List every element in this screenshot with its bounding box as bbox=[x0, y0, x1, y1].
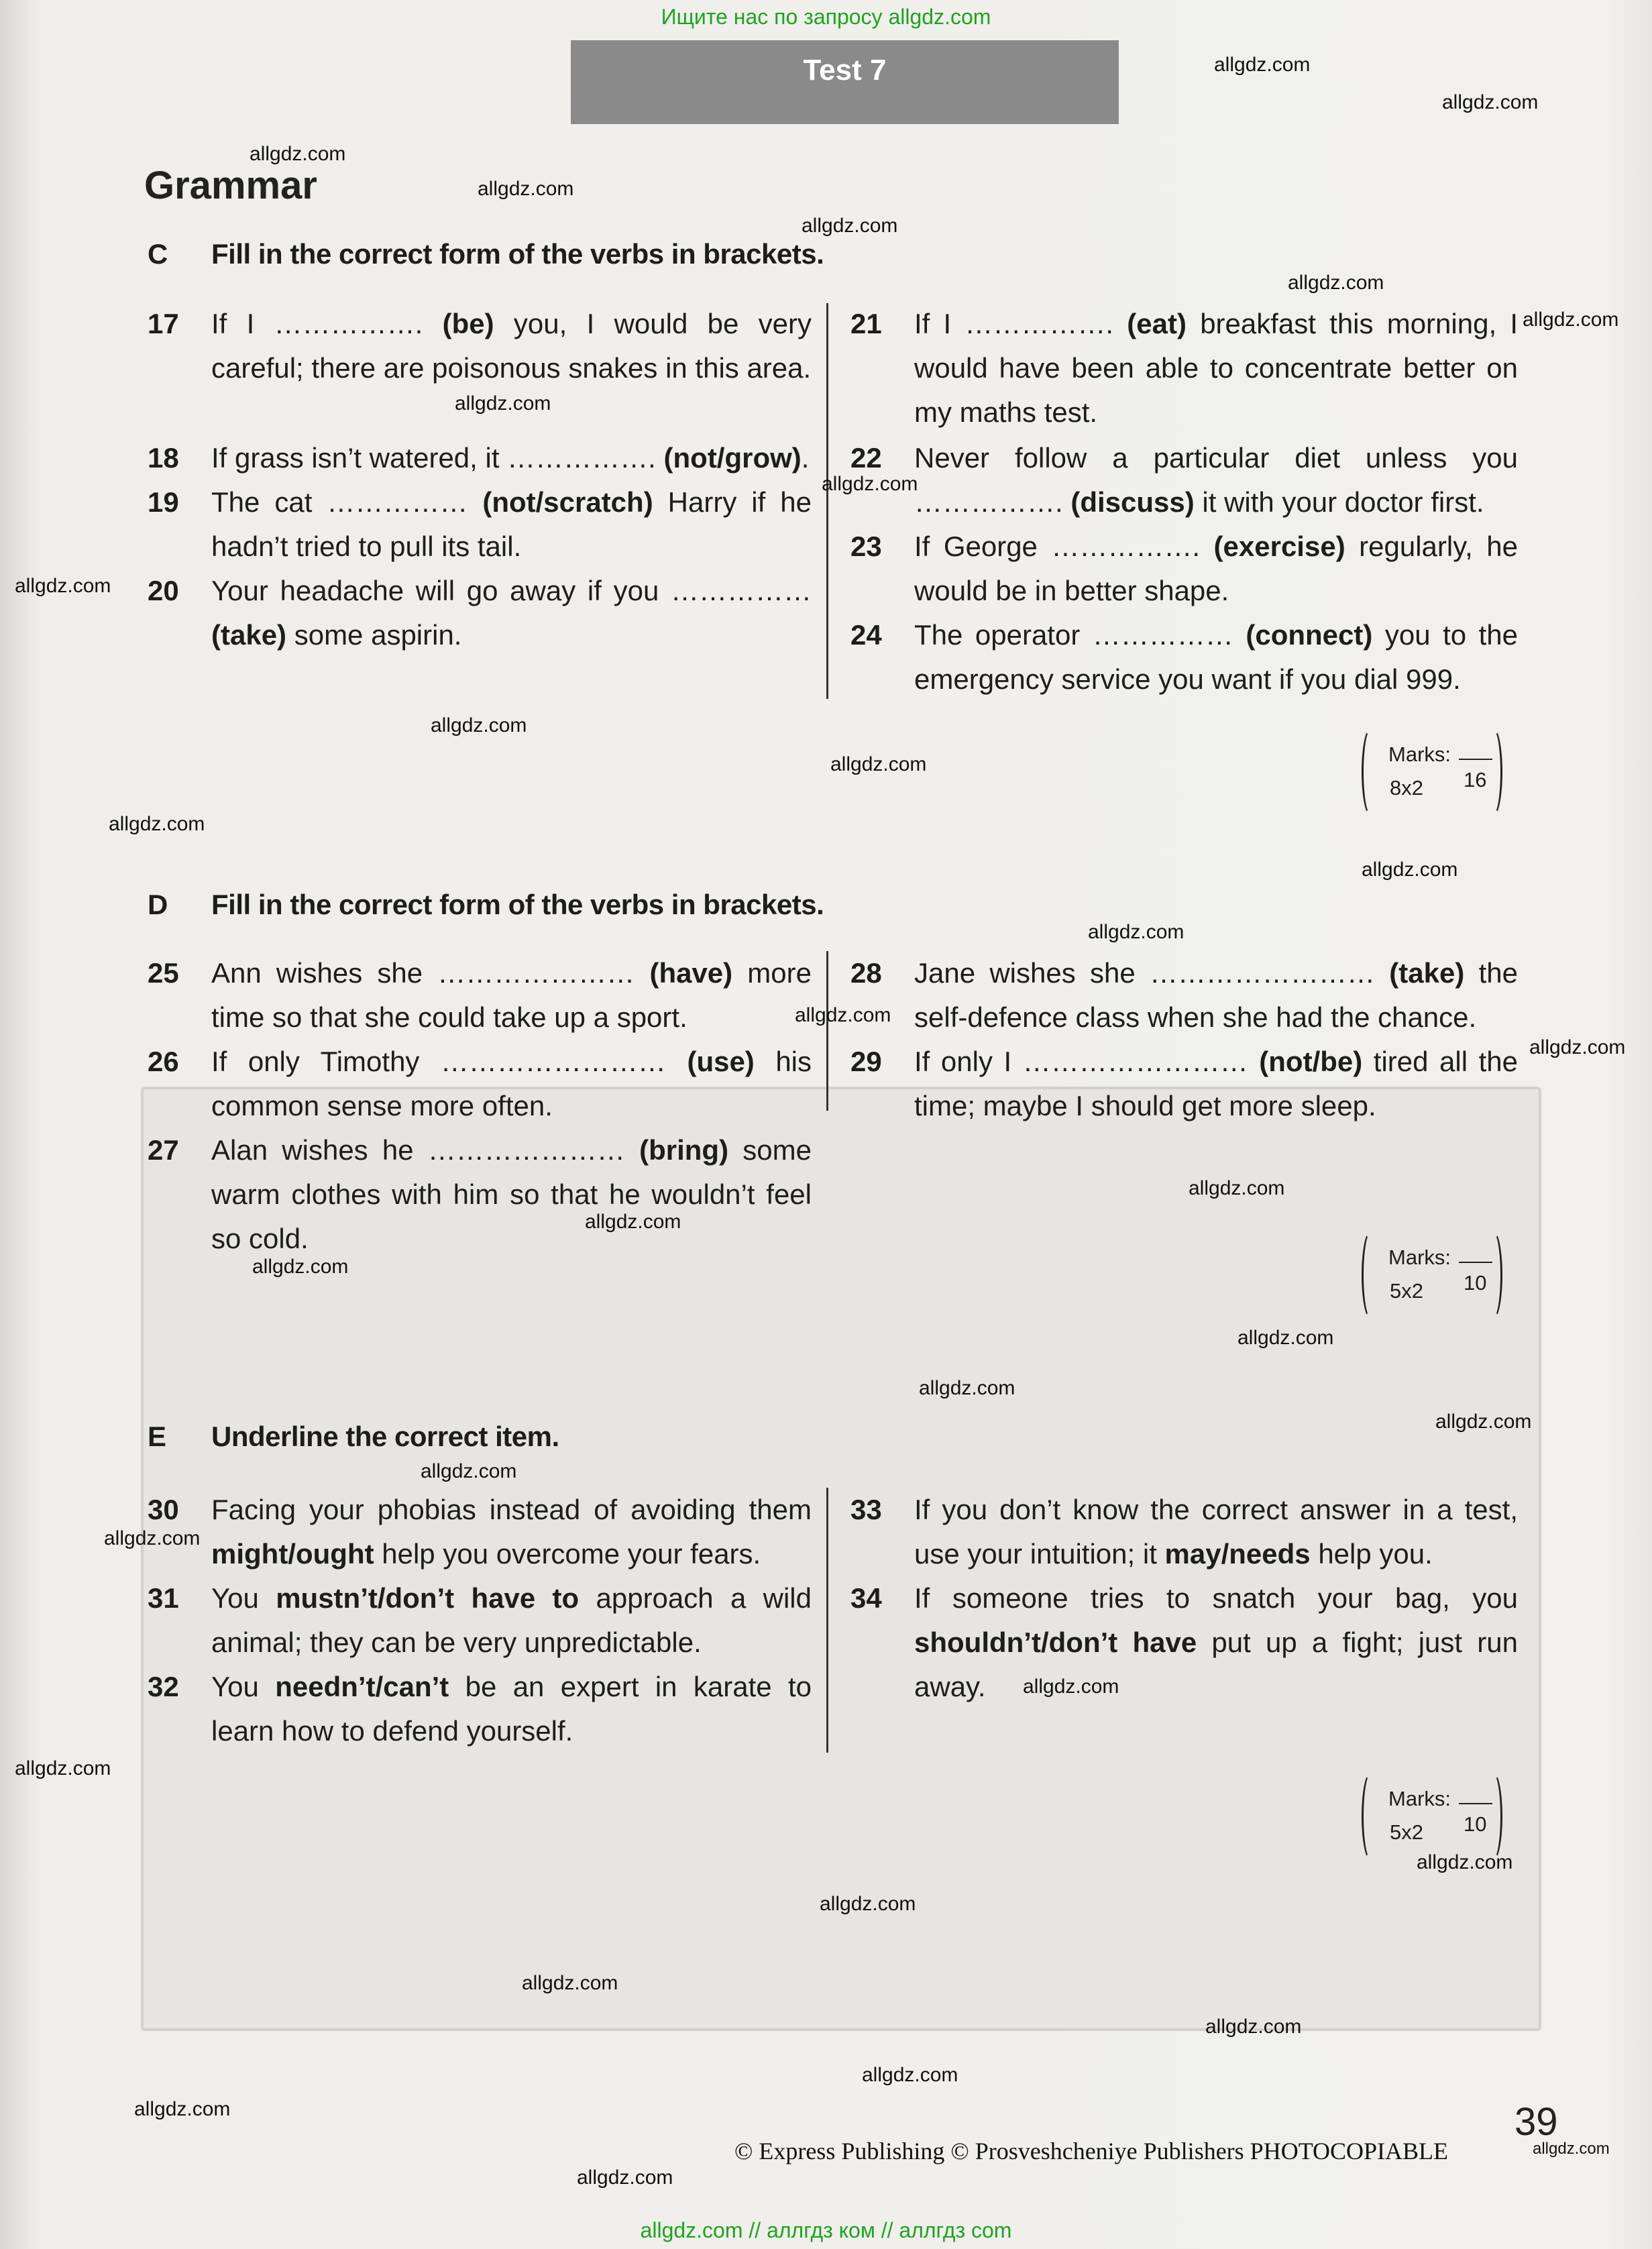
watermark: allgdz.com bbox=[830, 753, 927, 775]
item-verb-hint: (not/be) bbox=[1259, 1046, 1363, 1077]
item-text-post: put up a fight; just run away. bbox=[914, 1627, 1518, 1702]
watermark: allgdz.com bbox=[455, 392, 551, 415]
item-number: 19 bbox=[148, 486, 179, 518]
watermark: allgdz.com bbox=[431, 714, 527, 736]
column-divider bbox=[826, 951, 828, 1111]
watermark: allgdz.com bbox=[1088, 921, 1185, 943]
section-d-instruction: Fill in the correct form of the verbs in brackets. bbox=[211, 889, 824, 920]
marks-multiplier: 8x2 bbox=[1390, 776, 1423, 800]
exercise-item bbox=[148, 1128, 812, 1262]
item-verb-hint: (take) bbox=[1389, 957, 1465, 989]
item-verb-hint: (exercise) bbox=[1213, 531, 1345, 562]
watermark: allgdz.com bbox=[1205, 2016, 1302, 2038]
exercise-item bbox=[148, 1576, 812, 1665]
item-verb-hint: may/needs bbox=[1164, 1538, 1311, 1570]
section-c-instruction: Fill in the correct form of the verbs in brackets. bbox=[211, 238, 824, 270]
item-text-pre: If only Timothy …………………… bbox=[211, 1046, 687, 1077]
item-number: 18 bbox=[148, 442, 179, 474]
item-text-pre: If I ……………. bbox=[914, 308, 1127, 339]
paren-right bbox=[1484, 1231, 1502, 1319]
watermark: allgdz.com bbox=[1288, 272, 1384, 294]
item-text bbox=[211, 302, 812, 390]
exercise-item bbox=[148, 569, 812, 657]
item-text bbox=[914, 436, 1518, 525]
item-verb-hint: (eat) bbox=[1127, 308, 1187, 339]
watermark: allgdz.com bbox=[134, 2098, 231, 2120]
item-text-pre: Alan wishes he ………………… bbox=[211, 1134, 640, 1166]
exercise-item bbox=[850, 1488, 1518, 1576]
item-verb-hint: (bring) bbox=[639, 1134, 729, 1166]
exercise-item bbox=[850, 302, 1518, 436]
paren-left bbox=[1362, 1231, 1380, 1319]
item-verb-hint: (not/grow) bbox=[663, 442, 802, 474]
item-text bbox=[211, 436, 812, 480]
copyright-footer: © Express Publishing © Prosveshcheniye Publishers PHOTOCOPIABLE bbox=[734, 2138, 1449, 2164]
item-text bbox=[914, 1040, 1518, 1128]
item-text-pre: Ann wishes she ………………… bbox=[211, 957, 650, 989]
watermark: allgdz.com bbox=[250, 143, 346, 165]
exercise-item bbox=[148, 951, 812, 1040]
exercise-item bbox=[850, 951, 1518, 1040]
item-text-post: some warm clothes with him so that he wouldn’t feel so cold. bbox=[211, 1134, 812, 1254]
item-verb-hint: (be) bbox=[442, 308, 494, 339]
watermark: allgdz.com bbox=[478, 178, 574, 200]
item-number: 20 bbox=[148, 575, 179, 606]
watermark: allgdz.com bbox=[104, 1527, 201, 1549]
item-verb-hint: (have) bbox=[649, 957, 733, 989]
top-banner[interactable]: Ищите нас по запросу allgdz.com bbox=[661, 5, 991, 29]
item-text-pre: Your headache will go away if you …………… bbox=[211, 575, 812, 606]
watermark: allgdz.com bbox=[795, 1004, 891, 1026]
item-text bbox=[211, 569, 812, 657]
item-text bbox=[914, 1576, 1518, 1709]
item-verb-hint: (take) bbox=[211, 619, 287, 651]
page-number: 39 bbox=[1515, 2100, 1558, 2144]
item-text bbox=[211, 1040, 812, 1128]
item-text-pre: If George ……………. bbox=[914, 531, 1214, 562]
item-text-post: breakfast this morning, I would have been able to concentrate better on my maths test. bbox=[914, 308, 1518, 428]
watermark: allgdz.com bbox=[577, 2166, 673, 2189]
item-text-pre: Jane wishes she …………………… bbox=[914, 957, 1390, 989]
item-verb-hint: (connect) bbox=[1246, 619, 1373, 651]
item-text-pre: Facing your phobias instead of avoiding them bbox=[211, 1494, 812, 1525]
item-text-post: Harry if he hadn’t tried to pull its tail. bbox=[211, 486, 812, 562]
watermark: allgdz.com bbox=[252, 1256, 349, 1278]
item-text-pre: If you don’t know the correct answer in a test, use your intuition; it bbox=[914, 1494, 1518, 1570]
exercise-item bbox=[850, 613, 1518, 702]
item-number: 22 bbox=[850, 442, 882, 474]
column-divider bbox=[826, 1488, 828, 1753]
item-text-pre: If someone tries to snatch your bag, you bbox=[914, 1582, 1518, 1614]
item-text-post: . bbox=[801, 442, 810, 474]
marks-total: 10 bbox=[1464, 1271, 1487, 1295]
item-verb-hint: (use) bbox=[687, 1046, 755, 1077]
section-d-letter: D bbox=[148, 889, 168, 920]
watermark: allgdz.com bbox=[919, 1377, 1015, 1399]
section-e-letter: E bbox=[148, 1421, 167, 1452]
watermark: allgdz.com bbox=[1529, 1036, 1626, 1058]
item-text-pre: Never follow a particular diet unless you ……………. bbox=[914, 442, 1518, 518]
item-text-pre: The cat …………… bbox=[211, 486, 483, 518]
watermark: allgdz.com bbox=[1533, 2140, 1610, 2158]
item-text-post: regularly, he would be in better shape. bbox=[914, 531, 1518, 606]
item-text-pre: You bbox=[211, 1671, 276, 1702]
item-verb-hint: might/ought bbox=[211, 1538, 374, 1570]
watermark: allgdz.com bbox=[1523, 309, 1619, 331]
exercise-item bbox=[850, 525, 1518, 613]
exercise-item bbox=[148, 302, 812, 436]
item-number: 17 bbox=[148, 308, 179, 339]
bottom-banner[interactable]: allgdz.com // аллгдз ком // аллгдз com bbox=[640, 2218, 1012, 2242]
paren-left bbox=[1362, 728, 1380, 816]
watermark: allgdz.com bbox=[1023, 1676, 1119, 1698]
watermark: allgdz.com bbox=[1214, 54, 1311, 76]
item-verb-hint: mustn’t/don’t have to bbox=[276, 1582, 580, 1614]
item-text-post: you, I would be very careful; there are poisonous snakes in this area. bbox=[211, 308, 812, 384]
exercise-item bbox=[148, 480, 812, 569]
watermark: allgdz.com bbox=[1362, 859, 1458, 881]
item-number: 31 bbox=[148, 1582, 179, 1614]
section-title: Grammar bbox=[144, 164, 317, 207]
item-text-post: the self-defence class when she had the chance. bbox=[914, 957, 1518, 1033]
item-text-post: more time so that she could take up a sport. bbox=[211, 957, 812, 1033]
item-text bbox=[211, 1488, 812, 1576]
item-verb-hint: (discuss) bbox=[1070, 486, 1195, 518]
exercise-item bbox=[850, 436, 1518, 525]
watermark: allgdz.com bbox=[1237, 1327, 1334, 1349]
item-number: 30 bbox=[148, 1494, 179, 1525]
watermark: allgdz.com bbox=[421, 1460, 517, 1482]
item-number: 28 bbox=[850, 957, 882, 989]
watermark: allgdz.com bbox=[862, 2064, 958, 2086]
marks-total: 16 bbox=[1464, 768, 1487, 791]
test-title: Test 7 bbox=[571, 40, 1119, 124]
item-number: 25 bbox=[148, 957, 179, 989]
marks-box bbox=[1362, 1231, 1502, 1318]
exercise-item bbox=[850, 1040, 1518, 1128]
marks-multiplier: 5x2 bbox=[1390, 1820, 1423, 1844]
paren-right bbox=[1484, 1772, 1502, 1861]
item-verb-hint: needn’t/can’t bbox=[275, 1671, 449, 1702]
exercise-item bbox=[850, 1576, 1518, 1710]
item-number: 23 bbox=[850, 531, 882, 562]
watermark: allgdz.com bbox=[820, 1893, 916, 1915]
watermark: allgdz.com bbox=[522, 1972, 618, 1994]
watermark: allgdz.com bbox=[585, 1211, 681, 1233]
marks-label: Marks: bbox=[1388, 1787, 1451, 1810]
item-text-pre: If I ……………. bbox=[211, 308, 443, 339]
item-text bbox=[211, 1665, 812, 1753]
item-number: 32 bbox=[148, 1671, 179, 1702]
item-text-post: it with your doctor first. bbox=[1194, 486, 1484, 518]
item-text bbox=[211, 480, 812, 569]
marks-label: Marks: bbox=[1388, 1246, 1451, 1269]
paren-left bbox=[1362, 1772, 1380, 1861]
watermark: allgdz.com bbox=[822, 473, 918, 495]
watermark: allgdz.com bbox=[15, 575, 111, 597]
item-text-post: be an expert in karate to learn how to defend yourself. bbox=[211, 1671, 812, 1747]
item-number: 24 bbox=[850, 619, 882, 651]
item-text-post: help you. bbox=[1310, 1538, 1433, 1570]
item-text bbox=[914, 302, 1518, 435]
column-divider bbox=[826, 303, 828, 699]
marks-multiplier: 5x2 bbox=[1390, 1279, 1423, 1303]
item-text-post: tired all the time; maybe I should get more sleep. bbox=[914, 1046, 1519, 1121]
marks-box bbox=[1362, 1772, 1502, 1859]
item-number: 27 bbox=[148, 1134, 179, 1166]
exercise-item bbox=[148, 1665, 812, 1753]
item-number: 34 bbox=[850, 1582, 882, 1614]
item-text-pre: If grass isn’t watered, it ……………. bbox=[211, 442, 664, 474]
watermark: allgdz.com bbox=[15, 1757, 111, 1779]
item-text bbox=[914, 1488, 1518, 1576]
item-text-post: his common sense more often. bbox=[211, 1046, 812, 1121]
item-text bbox=[211, 951, 812, 1040]
item-text-post: you to the emergency service you want if you dial 999. bbox=[914, 619, 1519, 695]
item-text bbox=[914, 951, 1518, 1040]
item-text bbox=[914, 525, 1518, 613]
item-text bbox=[914, 613, 1518, 702]
marks-total: 10 bbox=[1464, 1812, 1487, 1836]
item-text-post: approach a wild animal; they can be very unpredictable. bbox=[211, 1582, 812, 1658]
marks-box bbox=[1362, 728, 1502, 815]
item-number: 21 bbox=[850, 308, 882, 339]
exercise-item bbox=[148, 1040, 812, 1128]
watermark: allgdz.com bbox=[802, 215, 898, 237]
watermark: allgdz.com bbox=[1189, 1177, 1285, 1199]
item-text-post: some aspirin. bbox=[286, 619, 462, 651]
section-e-instruction: Underline the correct item. bbox=[211, 1421, 559, 1452]
exercise-item bbox=[148, 1488, 812, 1576]
item-text bbox=[211, 1128, 812, 1261]
watermark: allgdz.com bbox=[1442, 91, 1539, 113]
paren-right bbox=[1484, 728, 1502, 816]
item-text bbox=[211, 1576, 812, 1665]
item-text-pre: You bbox=[211, 1582, 276, 1614]
item-number: 29 bbox=[850, 1046, 882, 1077]
section-c-letter: C bbox=[148, 238, 168, 270]
watermark: allgdz.com bbox=[109, 813, 205, 835]
marks-label: Marks: bbox=[1388, 743, 1451, 766]
item-text-post: help you overcome your fears. bbox=[374, 1538, 761, 1570]
item-text-pre: The operator …………… bbox=[914, 619, 1246, 651]
exercise-item bbox=[148, 436, 812, 480]
item-number: 26 bbox=[148, 1046, 179, 1077]
item-text-pre: If only I …………………… bbox=[914, 1046, 1260, 1077]
item-verb-hint: shouldn’t/don’t have bbox=[914, 1627, 1197, 1658]
item-number: 33 bbox=[850, 1494, 882, 1525]
item-verb-hint: (not/scratch) bbox=[482, 486, 653, 518]
watermark: allgdz.com bbox=[1435, 1411, 1532, 1433]
watermark: allgdz.com bbox=[1417, 1851, 1513, 1873]
